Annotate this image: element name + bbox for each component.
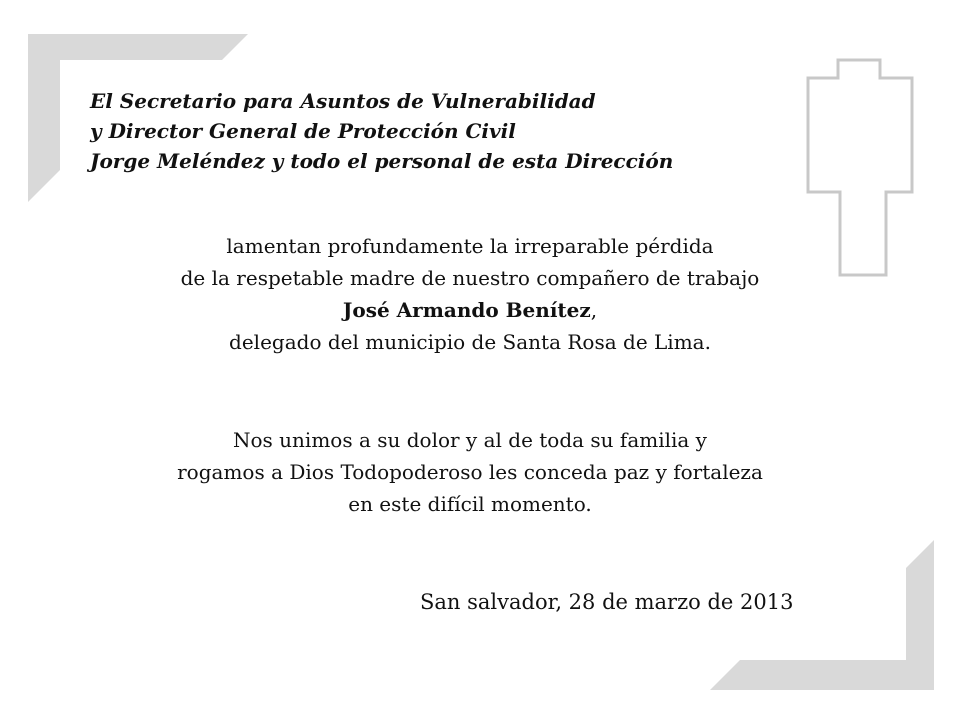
condolence-line-2: rogamos a Dios Todopoderoso les conceda paz y fortaleza [177, 460, 763, 484]
header-line-1: El Secretario para Asuntos de Vulnerabilidad [90, 89, 596, 113]
message-name-line [0, 294, 940, 326]
message-line-1: lamentan profundamente la irreparable pérdida [226, 234, 714, 258]
message-block [0, 230, 940, 358]
colleague-name: José Armando Benítez [342, 298, 591, 322]
name-suffix: , [590, 298, 598, 322]
message-line-4: delegado del municipio de Santa Rosa de Lima. [229, 330, 711, 354]
condolence-block [0, 424, 940, 520]
place-date: San salvador, 28 de marzo de 2013 [420, 590, 794, 614]
header-block [90, 86, 673, 176]
header-line-2: y Director General de Protección Civil [90, 119, 516, 143]
condolence-line-1: Nos unimos a su dolor y al de toda su familia y [233, 428, 707, 452]
message-line-2: de la respetable madre de nuestro compañero de trabajo [180, 266, 760, 290]
header-line-3: Jorge Meléndez y todo el personal de esta Dirección [90, 149, 674, 173]
condolence-line-3: en este difícil momento. [348, 492, 592, 516]
